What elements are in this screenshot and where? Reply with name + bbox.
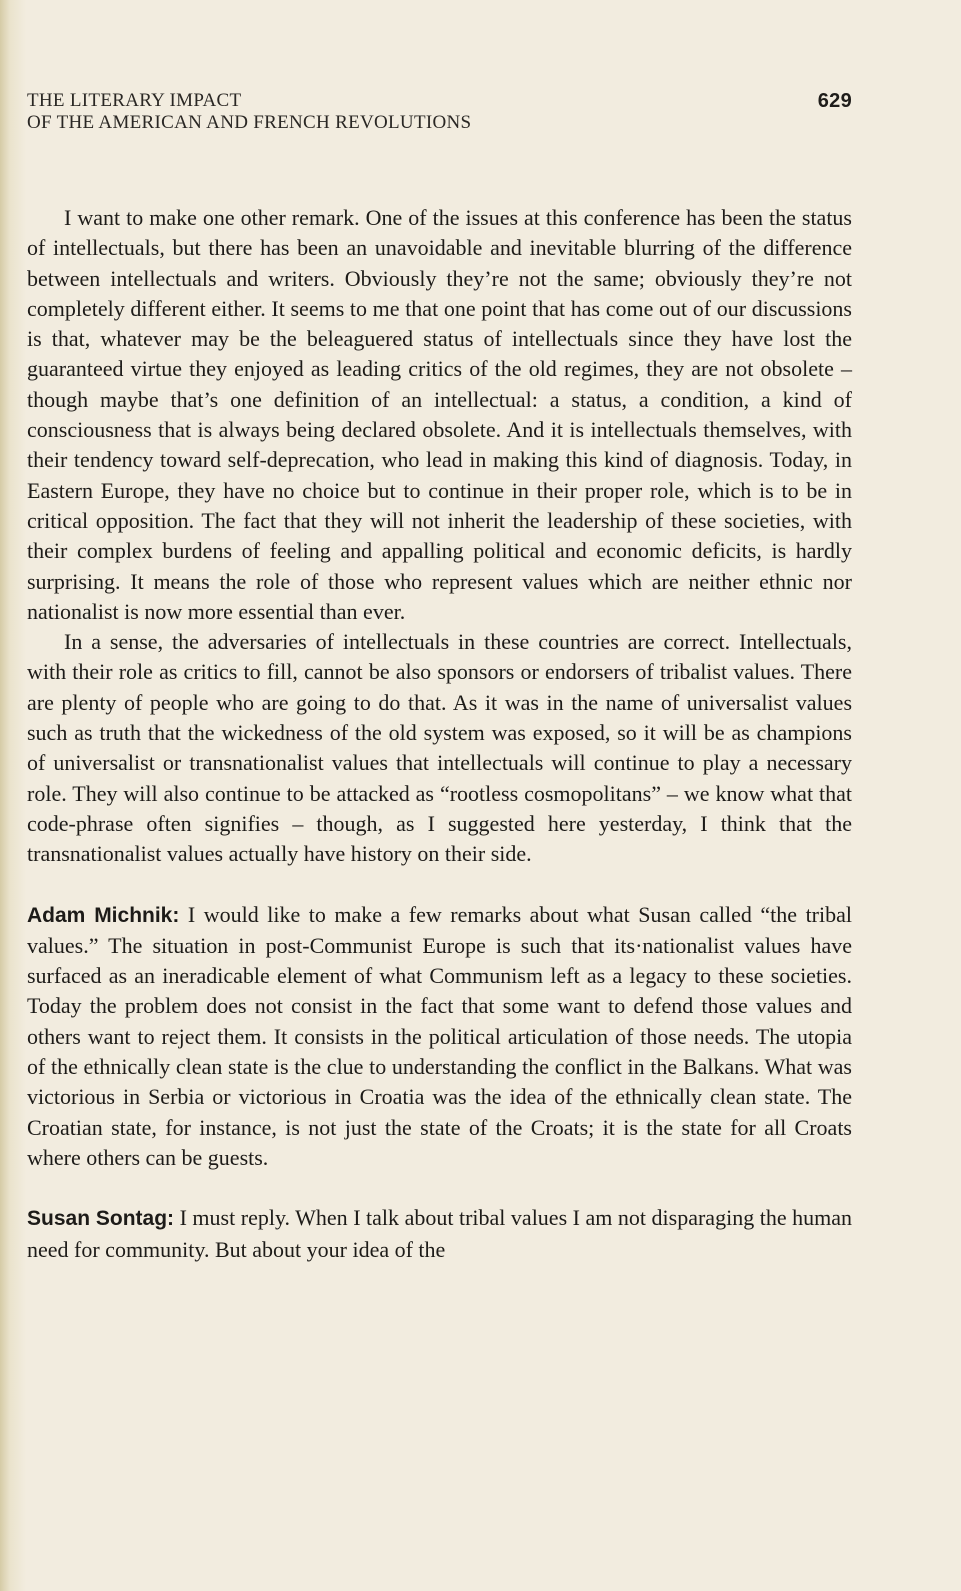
paragraph-2: In a sense, the adversaries of intellectuals in these countries are correct. Intellectuals, with their role as critics to fill, cannot be also sponsors or endorsers of tribalist values. There are plenty of people who are going to do that. As it was in the name of universalist values such as truth that the wickedness of the old system was exposed, so it will be as champions of universalist or transnationalist values that intellectuals will continue to play a necessary role. They will also continue to be attacked as “rootless cosmopolitans” – we know what that code-phrase often signifies – though, as I suggested here yesterday, I think that the transnationalist values actually have history on their side. — [27, 629, 852, 867]
speech-michnik — [27, 900, 852, 1174]
header-title-line-2: OF THE AMERICAN AND FRENCH REVOLUTIONS — [27, 112, 472, 133]
paragraph-gap — [27, 870, 852, 900]
speech-text: I must reply. When I talk about tribal values I am not disparaging the human need for community. But about your idea of the — [27, 1205, 852, 1262]
page-number: 629 — [817, 90, 852, 112]
paragraph-1: I want to make one other remark. One of the issues at this conference has been the status of intellectuals, but there has been an unavoidable and inevitable blurring of the difference between intellectuals and writers. Obviously they’re not the same; obviously they’re not completely different either. It seems to me that one point that has come out of our discussions is that, whatever may be the beleaguered status of intellectuals since they have lost the guaranteed virtue they enjoyed as leading critics of the old regimes, they are not obsolete – though maybe that’s one definition of an intellectual: a status, a condition, a kind of consciousness that is always being declared obsolete. And it is intellectuals themselves, with their tendency toward self-deprecation, who lead in making this kind of diagnosis. Today, in Eastern Europe, they have no choice but to continue in their proper role, which is to be in critical opposition. The fact that they will not inherit the leadership of these societies, with their complex burdens of feeling and appalling political and economic deficits, is hardly surprising. It means the role of those who represent values which are neither ethnic nor nationalist is now more essential than ever. — [27, 205, 852, 624]
speech-text: I would like to make a few remarks about what Susan called “the tribal values.” The situation in post-Communist Europe is such that its·nationalist values have surfaced as an ineradicable element of what Communism left as a legacy to these societies. Today the problem does not consist in the fact that some want to defend those values and others want to reject them. It consists in the political articulation of those needs. The utopia of the ethnically clean state is the clue to understanding the conflict in the Balkans. What was victorious in Serbia or victorious in Croatia was the idea of the ethnically clean state. The Croatian state, for instance, is not just the state of the Croats; it is the state for all Croats where others can be guests. — [27, 901, 852, 1170]
speaker-name: Susan Sontag: — [27, 1207, 175, 1231]
header-title-line-1: THE LITERARY IMPACT — [27, 90, 242, 111]
body-text — [27, 203, 852, 1265]
running-header — [27, 90, 852, 134]
paragraph-gap — [27, 1173, 852, 1203]
speaker-name: Adam Michnik: — [27, 903, 180, 927]
speech-sontag — [27, 1203, 852, 1265]
